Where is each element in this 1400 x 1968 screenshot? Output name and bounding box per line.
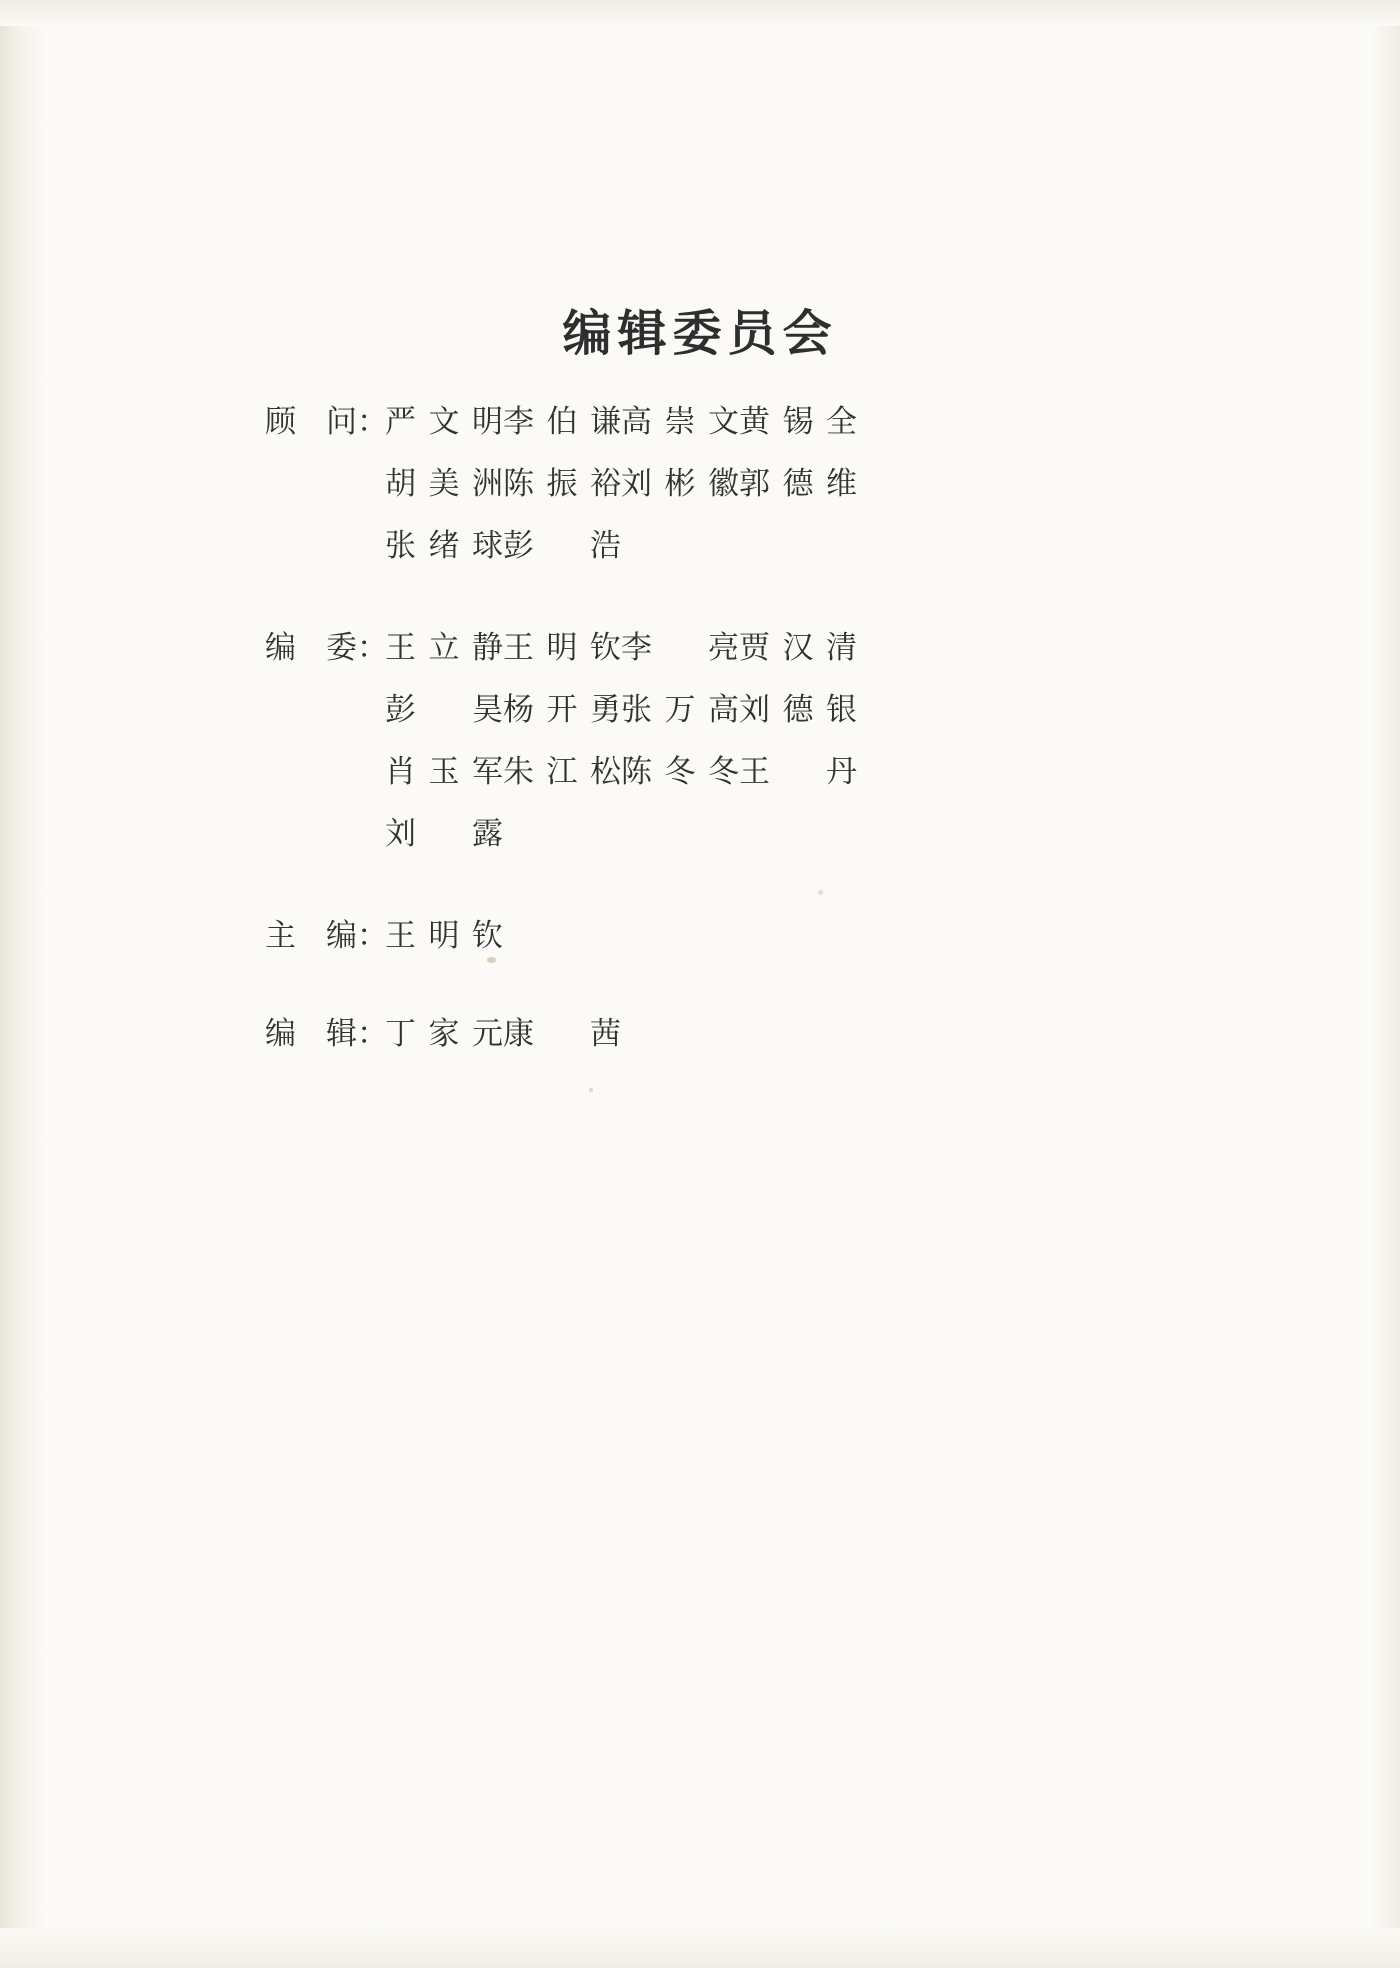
section-label-editorial-board <box>265 622 388 667</box>
section-chief-editor <box>265 910 1265 972</box>
person-name: 丁家元 <box>385 1016 503 1052</box>
section-row <box>265 808 1265 870</box>
person-name: 贾汉清 <box>739 630 857 666</box>
label-colon: ： <box>357 404 388 440</box>
person-name: 王明钦 <box>385 918 503 954</box>
name-group <box>385 396 1265 441</box>
person-name: 朱江松 <box>503 754 621 790</box>
scan-speck <box>589 1088 593 1092</box>
person-name: 王 丹 <box>739 754 857 790</box>
section-label-text: 编 辑 <box>265 1016 357 1052</box>
person-name: 张万高 <box>621 692 739 728</box>
section-row <box>265 458 1265 520</box>
person-name: 陈冬冬 <box>621 754 739 790</box>
page-title: 编辑委员会 <box>562 304 838 362</box>
person-name: 刘 露 <box>385 816 503 852</box>
section-editorial-board <box>265 622 1265 870</box>
section-row <box>265 520 1265 582</box>
person-name: 李伯谦 <box>503 404 621 440</box>
section-row <box>265 910 1265 972</box>
person-name: 高崇文 <box>621 404 739 440</box>
person-name: 严文明 <box>385 404 503 440</box>
person-name: 郭德维 <box>739 466 857 502</box>
section-row <box>265 622 1265 684</box>
section-advisors <box>265 396 1265 582</box>
person-name: 彭 浩 <box>503 528 621 564</box>
section-row <box>265 1008 1265 1070</box>
person-name: 陈振裕 <box>503 466 621 502</box>
label-colon: ： <box>357 1016 388 1052</box>
section-label-text: 顾 问 <box>265 404 357 440</box>
label-colon: ： <box>357 918 388 954</box>
section-label-editors <box>265 1008 388 1053</box>
scan-speck <box>818 890 823 895</box>
person-name: 刘彬徽 <box>621 466 739 502</box>
section-row <box>265 746 1265 808</box>
person-name: 杨开勇 <box>503 692 621 728</box>
person-name: 胡美洲 <box>385 466 503 502</box>
scan-smudge <box>487 957 496 963</box>
section-label-advisors <box>265 396 388 441</box>
section-label-text: 主 编 <box>265 918 357 954</box>
name-group <box>385 622 1265 667</box>
section-label-chief-editor <box>265 910 388 955</box>
person-name: 康 茜 <box>503 1016 621 1052</box>
name-group <box>385 746 1265 791</box>
person-name: 李 亮 <box>621 630 739 666</box>
section-label-text: 编 委 <box>265 630 357 666</box>
name-group <box>385 458 1265 503</box>
person-name: 张绪球 <box>385 528 503 564</box>
name-group <box>385 684 1265 729</box>
person-name: 刘德银 <box>739 692 857 728</box>
name-group <box>385 808 1265 853</box>
name-group <box>385 1008 1265 1053</box>
person-name: 黄锡全 <box>739 404 857 440</box>
name-group <box>385 910 1265 955</box>
committee-sections <box>265 396 1265 1106</box>
section-editors <box>265 1008 1265 1070</box>
section-row <box>265 396 1265 458</box>
name-group <box>385 520 1265 565</box>
section-row <box>265 684 1265 746</box>
person-name: 王明钦 <box>503 630 621 666</box>
person-name: 彭 昊 <box>385 692 503 728</box>
person-name: 王立静 <box>385 630 503 666</box>
label-colon: ： <box>357 630 388 666</box>
person-name: 肖玉军 <box>385 754 503 790</box>
